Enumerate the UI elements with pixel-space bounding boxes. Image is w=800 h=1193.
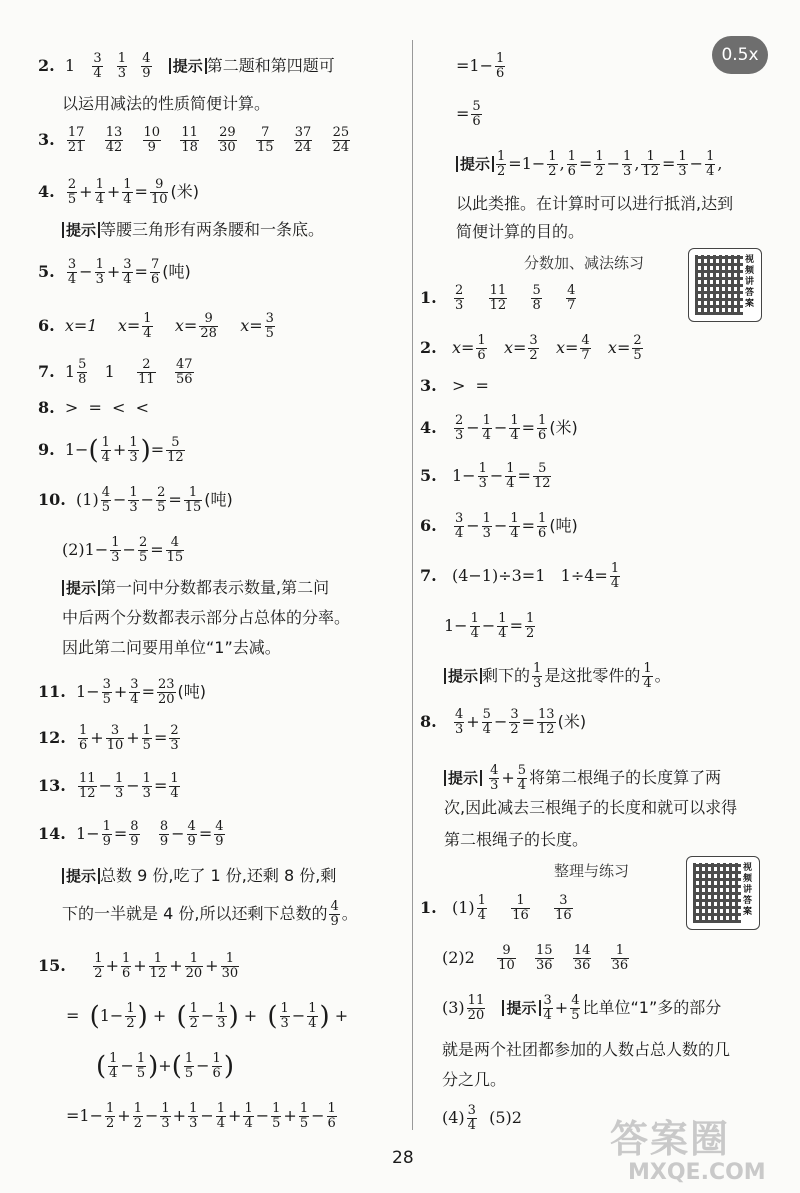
r-hint-line1: 提示 $\frac{1}{2}$ =1− $\frac{1}{2}$ , $\frac{1}{6}$ = $\frac{1}{2}$ − $\frac{1}{3}$ , $\frac{1}{12}$ = $\frac{1}{3}$ − $\frac{1}{4}$ , xyxy=(456,150,722,179)
watermark-url: MXQE.COM xyxy=(628,1160,766,1185)
r8-hint2: 次,因此减去三根绳子的长度和就可以求得 xyxy=(444,798,738,817)
s1-hint3: 分之几。 xyxy=(442,1070,507,1089)
r8-hint: 提示 $\frac{4}{3}$ + $\frac{5}{4}$ 将第二根绳子的长度算了两 xyxy=(444,764,721,793)
qr-label: 视频讲答案 xyxy=(743,863,753,917)
column-divider xyxy=(412,40,413,1130)
playback-speed-badge[interactable]: 0.5x xyxy=(712,36,768,74)
qr-pattern xyxy=(693,863,741,923)
fraction: $\frac{1}{3}$ xyxy=(117,51,127,81)
q4-hint: 提示 等腰三角形有两条腰和一条底。 xyxy=(62,220,324,240)
r7-line: 7. (4−1)÷3=1 1÷4= $\frac{1}{4}$ xyxy=(420,561,620,591)
q2-line: 2. 1 $\frac{3}{4}$ $\frac{1}{3}$ $\frac{4}{9}$ 提示 第二题和第四题可 xyxy=(38,51,335,81)
r8-hint3: 第二根绳子的长度。 xyxy=(444,830,589,849)
q14-hint: 提示 总数 9 份,吃了 1 份,还剩 8 份,剩 xyxy=(62,866,336,886)
q14-line: 14. 1− $\frac{1}{9}$ = $\frac{8}{9}$ $\frac{8}{9}$ − $\frac{4}{9}$ = $\frac{4}{9}$ xyxy=(38,819,224,849)
q5-line: 5. $\frac{3}{4}$ − $\frac{1}{3}$ + $\frac{3}{4}$ = $\frac{7}{6}$ (吨) xyxy=(38,257,191,287)
q7-line: 7. 1 $\frac{5}{8}$ 1 $\frac{2}{11}$ $\frac{47}{56}$ xyxy=(38,357,193,387)
r7-line2: 1− $\frac{1}{4}$ − $\frac{1}{4}$ = $\frac{1}{2}$ xyxy=(444,611,535,641)
r-top2: = $\frac{5}{6}$ xyxy=(456,99,481,129)
q9-line: 9. 1−( $\frac{1}{4}$ + $\frac{1}{3}$ )= $\frac{5}{12}$ xyxy=(38,435,184,466)
r6-line: 6. $\frac{3}{4}$ − $\frac{1}{3}$ − $\frac{1}{4}$ = $\frac{1}{6}$ (吨) xyxy=(420,511,578,541)
qr-code-2[interactable] xyxy=(686,856,760,930)
q4-line: 4. $\frac{2}{5}$ + $\frac{1}{4}$ + $\frac{1}{4}$ = $\frac{9}{10}$ (米) xyxy=(38,177,199,207)
q15-line1: 15. $\frac{1}{2}$ + $\frac{1}{6}$ + $\frac{1}{12}$ + $\frac{1}{20}$ + $\frac{1}{30}$ xyxy=(38,951,239,981)
r1-line: 1. $\frac{2}{3}$ $\frac{11}{12}$ $\frac{5}{8}$ $\frac{4}{7}$ xyxy=(420,283,576,313)
fraction: $\frac{4}{9}$ xyxy=(142,51,151,81)
page-number: 28 xyxy=(392,1148,414,1168)
q15-line3: ( $\frac{1}{4}$ − $\frac{1}{5}$ )+( $\frac{1}{5}$ − $\frac{1}{6}$ ) xyxy=(96,1051,234,1082)
r3-line: 3. > = xyxy=(420,376,489,395)
qr-code-1[interactable] xyxy=(688,248,762,322)
q10-hint2: 中后两个分数都表示部分占总体的分率。 xyxy=(62,608,351,627)
s1-line1: 1. (1) $\frac{1}{4}$ $\frac{1}{16}$ $\frac{3}{16}$ xyxy=(420,893,572,923)
s1-line3: (3) $\frac{11}{20}$ 提示 $\frac{3}{4}$ + $\frac{4}{5}$ 比单位“1”多的部分 xyxy=(442,993,722,1023)
q10-line1: 10. (1) $\frac{4}{5}$ − $\frac{1}{3}$ − $\frac{2}{5}$ = $\frac{1}{15}$ (吨) xyxy=(38,485,233,515)
q10-line2: (2)1− $\frac{1}{3}$ − $\frac{2}{5}$ = $\frac{4}{15}$ xyxy=(62,535,184,565)
q14-hint2: 下的一半就是 4 份,所以还剩下总数的 $\frac{4}{9}$ 。 xyxy=(62,899,358,929)
q6-line: 6. x=1 x= $\frac{1}{4}$ x= $\frac{9}{28}$ x= $\frac{3}{5}$ xyxy=(38,311,274,341)
fraction: $\frac{3}{4}$ xyxy=(93,51,102,81)
r7-hint: 提示 剩下的 $\frac{1}{3}$ 是这批零件的 $\frac{1}{4}$ 。 xyxy=(444,662,671,691)
q15-line2: = (1− $\frac{1}{2}$ ) + ( $\frac{1}{2}$ − $\frac{1}{3}$ ) + ( $\frac{1}{3}$ − $\frac{1}{4}$ ) + xyxy=(66,1001,349,1032)
r-hint-line3: 简便计算的目的。 xyxy=(456,222,585,241)
q15-line4: =1− $\frac{1}{2}$ + $\frac{1}{2}$ − $\frac{1}{3}$ + $\frac{1}{3}$ − $\frac{1}{4}$ + $\frac{1}{4}$ − $\frac{1}{5}$ + $\frac{1}{5}$ − $\frac{1}{6}$ xyxy=(66,1101,336,1131)
q13-line: 13. $\frac{11}{12}$ − $\frac{1}{3}$ − $\frac{1}{3}$ = $\frac{1}{4}$ xyxy=(38,771,179,801)
watermark-logo: 答案圈 xyxy=(610,1117,731,1161)
q11-line: 11. 1− $\frac{3}{5}$ + $\frac{3}{4}$ = $\frac{23}{20}$ (吨) xyxy=(38,677,207,707)
r-top1: =1− $\frac{1}{6}$ xyxy=(456,51,505,81)
section-title-2: 整理与练习 xyxy=(554,862,630,880)
section-title-1: 分数加、减法练习 xyxy=(524,254,645,272)
r-hint-line2: 以此类推。在计算时可以进行抵消,达到 xyxy=(456,194,734,213)
qr-pattern xyxy=(695,255,743,315)
s1-hint2: 就是两个社团都参加的人数占总人数的几 xyxy=(442,1040,731,1059)
q12-line: 12. $\frac{1}{6}$ + $\frac{3}{10}$ + $\frac{1}{5}$ = $\frac{2}{3}$ xyxy=(38,723,179,753)
q3-line: 3. $\frac{17}{21}$ $\frac{13}{42}$ $\frac{10}{9}$ $\frac{11}{18}$ $\frac{29}{30}$ $\frac{7}{15}$ $\frac{37}{24}$ $\frac{25}{24}$ xyxy=(38,125,350,155)
s1-line4: (4) $\frac{3}{4}$ (5)2 xyxy=(442,1103,522,1133)
q2-line2: 以运用减法的性质简便计算。 xyxy=(62,94,271,113)
r8-line: 8. $\frac{4}{3}$ + $\frac{5}{4}$ − $\frac{3}{2}$ = $\frac{13}{12}$ (米) xyxy=(420,707,587,737)
s1-line2: (2)2 $\frac{9}{10}$ $\frac{15}{36}$ $\frac{14}{36}$ $\frac{1}{36}$ xyxy=(442,943,629,973)
hint-label: 提示 xyxy=(169,58,207,74)
r4-line: 4. $\frac{2}{3}$ − $\frac{1}{4}$ − $\frac{1}{4}$ = $\frac{1}{6}$ (米) xyxy=(420,413,578,443)
qr-label: 视频讲答案 xyxy=(745,255,755,309)
q8-line: 8. > = < < xyxy=(38,398,150,417)
q10-hint3: 因此第二问要用单位“1”去减。 xyxy=(62,638,281,657)
r5-line: 5. 1− $\frac{1}{3}$ − $\frac{1}{4}$ = $\frac{5}{12}$ xyxy=(420,461,551,491)
q10-hint: 提示 第一问中分数都表示数量,第二问 xyxy=(62,578,329,598)
r2-line: 2. x= $\frac{1}{6}$ x= $\frac{3}{2}$ x= $\frac{4}{7}$ x= $\frac{2}{5}$ xyxy=(420,333,642,363)
